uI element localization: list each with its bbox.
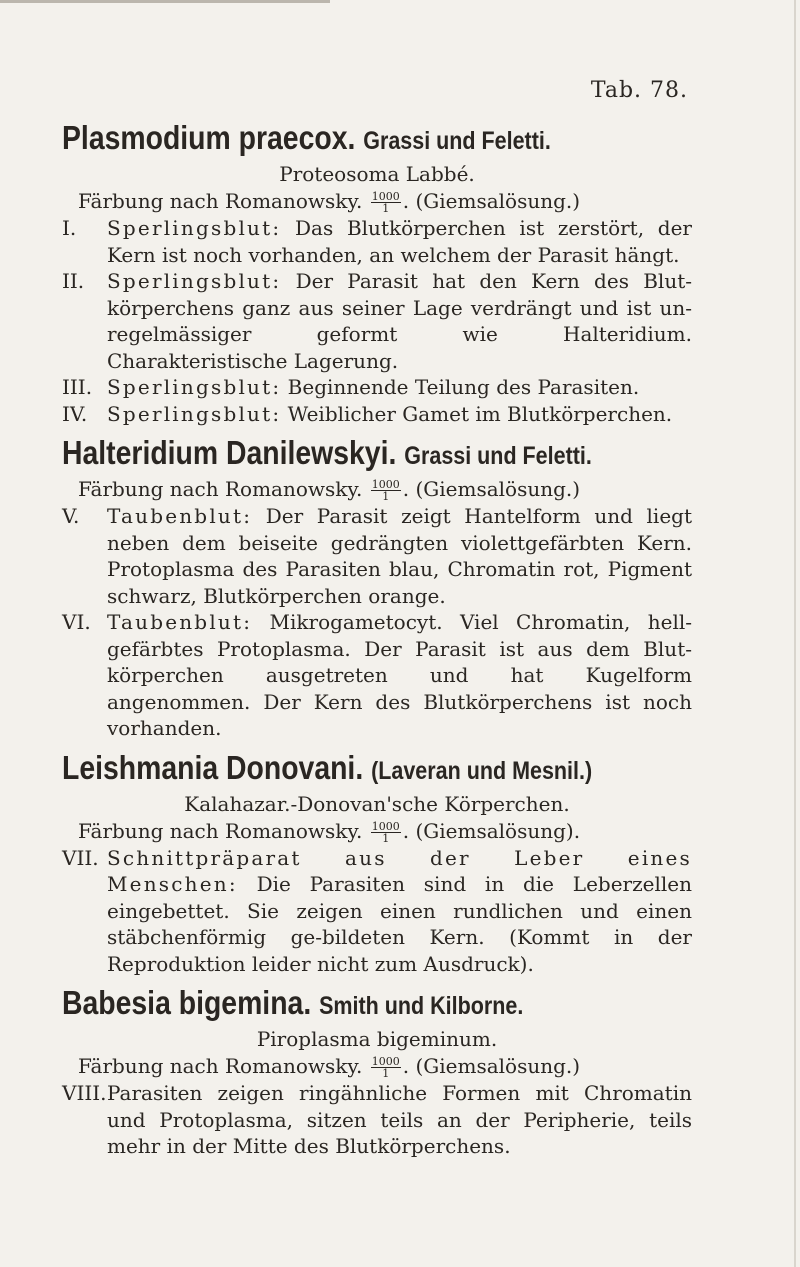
synonym: Kalahazar.-Donovan'sche Körperchen. xyxy=(184,791,570,816)
figure-description xyxy=(62,503,692,609)
description-text: Weiblicher Gamet im Blutkörperchen. xyxy=(281,401,673,426)
section-heading xyxy=(62,748,604,791)
figure-description xyxy=(62,845,692,978)
description-text: Das Blutkörperchen ist zerstört, der Kern ist noch vorhanden, an welchem der Parasit hängt. xyxy=(107,216,692,267)
figure-numeral: VII. xyxy=(62,845,99,870)
scan-right-edge xyxy=(794,0,796,1267)
specimen-label: Schnittpräparat aus der Leber eines Menschen: xyxy=(107,845,692,896)
staining-note: Färbung nach Romanowsky. $\frac{1000}{1}$ . (Giemsalösung.) xyxy=(78,189,581,215)
specimen-label: Sperlingsblut: xyxy=(107,375,282,399)
figure-numeral: IV. xyxy=(62,401,88,426)
plate-number: Tab. 78. xyxy=(590,78,688,103)
scan-top-edge xyxy=(0,0,330,3)
figure-numeral: VI. xyxy=(62,610,91,634)
magnification-fraction: $\frac{1000}{1}$ xyxy=(371,478,400,503)
figure-description xyxy=(62,609,692,742)
section-heading xyxy=(62,983,604,1026)
figure-description xyxy=(62,215,692,268)
description-text: Die Parasiten sind in die Leberzellen eingebettet. Sie zeigen einen rundlichen und einen stäbchenförmig ge-bildeten Kern. (Kommt in der Reproduktion leider nicht zum Ausdruck). xyxy=(107,872,692,976)
figure-numeral: VIII. xyxy=(62,1081,107,1105)
magnification-fraction: $\frac{1000}{1}$ xyxy=(371,190,400,215)
section-leishmania xyxy=(62,748,692,978)
specimen-label: Taubenblut: xyxy=(107,504,253,528)
species-name: Babesia bigemina. xyxy=(62,984,312,1021)
staining-note: Färbung nach Romanowsky. $\frac{1000}{1}$ . (Giemsalösung.) xyxy=(78,477,581,503)
description-text: Der Parasit hat den Kern des Blut-körperchens ganz aus seiner Lage verdrängt und ist un-regelmässiger geformt wie Halteridium. Charakteristische Lagerung. xyxy=(107,269,692,373)
specimen-label: Taubenblut: xyxy=(107,610,253,634)
description-text: Beginnende Teilung des Parasiten. xyxy=(281,375,640,399)
species-name: Halteridium Danilewskyi. xyxy=(62,434,397,471)
staining-note: Färbung nach Romanowsky. $\frac{1000}{1}$ . (Giemsalösung). xyxy=(78,818,581,845)
magnification-fraction: $\frac{1000}{1}$ xyxy=(371,1055,400,1080)
synonym: Proteosoma Labbé. xyxy=(279,162,475,186)
section-heading xyxy=(62,118,604,161)
figure-numeral: III. xyxy=(62,375,93,399)
plate-text xyxy=(62,118,692,1160)
species-authors: Grassi und Feletti. xyxy=(363,127,551,155)
section-babesia xyxy=(62,983,692,1160)
synonym: Piroplasma bigeminum. xyxy=(256,1027,498,1051)
magnification-fraction: $\frac{1000}{1}$ xyxy=(371,819,400,845)
figure-description xyxy=(62,1080,692,1160)
description-text: Parasiten zeigen ringähnliche Formen mit Chromatin und Protoplasma, sitzen teils an der Peripherie, teils mehr in der Mitte des Blutkörperchens. xyxy=(107,1081,692,1158)
description-text: Mikrogametocyt. Viel Chromatin, hell-gefärbtes Protoplasma. Der Parasit ist aus dem Blut-körperchen ausgetreten und hat Kugelform angenommen. Der Kern des Blutkörperchens ist noch vorhanden. xyxy=(107,610,692,740)
figure-numeral: I. xyxy=(62,216,77,240)
species-authors: Grassi und Feletti. xyxy=(404,442,592,470)
figure-numeral: II. xyxy=(62,269,85,293)
species-name: Plasmodium praecox. xyxy=(62,119,356,156)
species-authors: (Laveran und Mesnil.) xyxy=(371,756,593,785)
figure-description xyxy=(62,401,692,428)
figure-description xyxy=(62,374,692,401)
section-halteridium xyxy=(62,433,692,742)
section-plasmodium xyxy=(62,118,692,427)
specimen-label: Sperlingsblut: xyxy=(107,269,282,293)
specimen-label: Sperlingsblut: xyxy=(107,216,282,240)
figure-numeral: V. xyxy=(62,504,80,528)
staining-note: Färbung nach Romanowsky. $\frac{1000}{1}$ . (Giemsalösung.) xyxy=(78,1054,581,1080)
species-name: Leishmania Donovani. xyxy=(62,748,364,786)
description-text: Der Parasit zeigt Hantelform und liegt neben dem beiseite gedrängten violettgefärbten Kern. Protoplasma des Parasiten blau, Chromatin rot, Pigment schwarz, Blutkörperchen orange. xyxy=(107,504,692,608)
species-authors: Smith und Kilborne. xyxy=(319,992,524,1020)
figure-description xyxy=(62,268,692,374)
specimen-label: Sperlingsblut: xyxy=(107,401,282,426)
section-heading xyxy=(62,433,604,476)
